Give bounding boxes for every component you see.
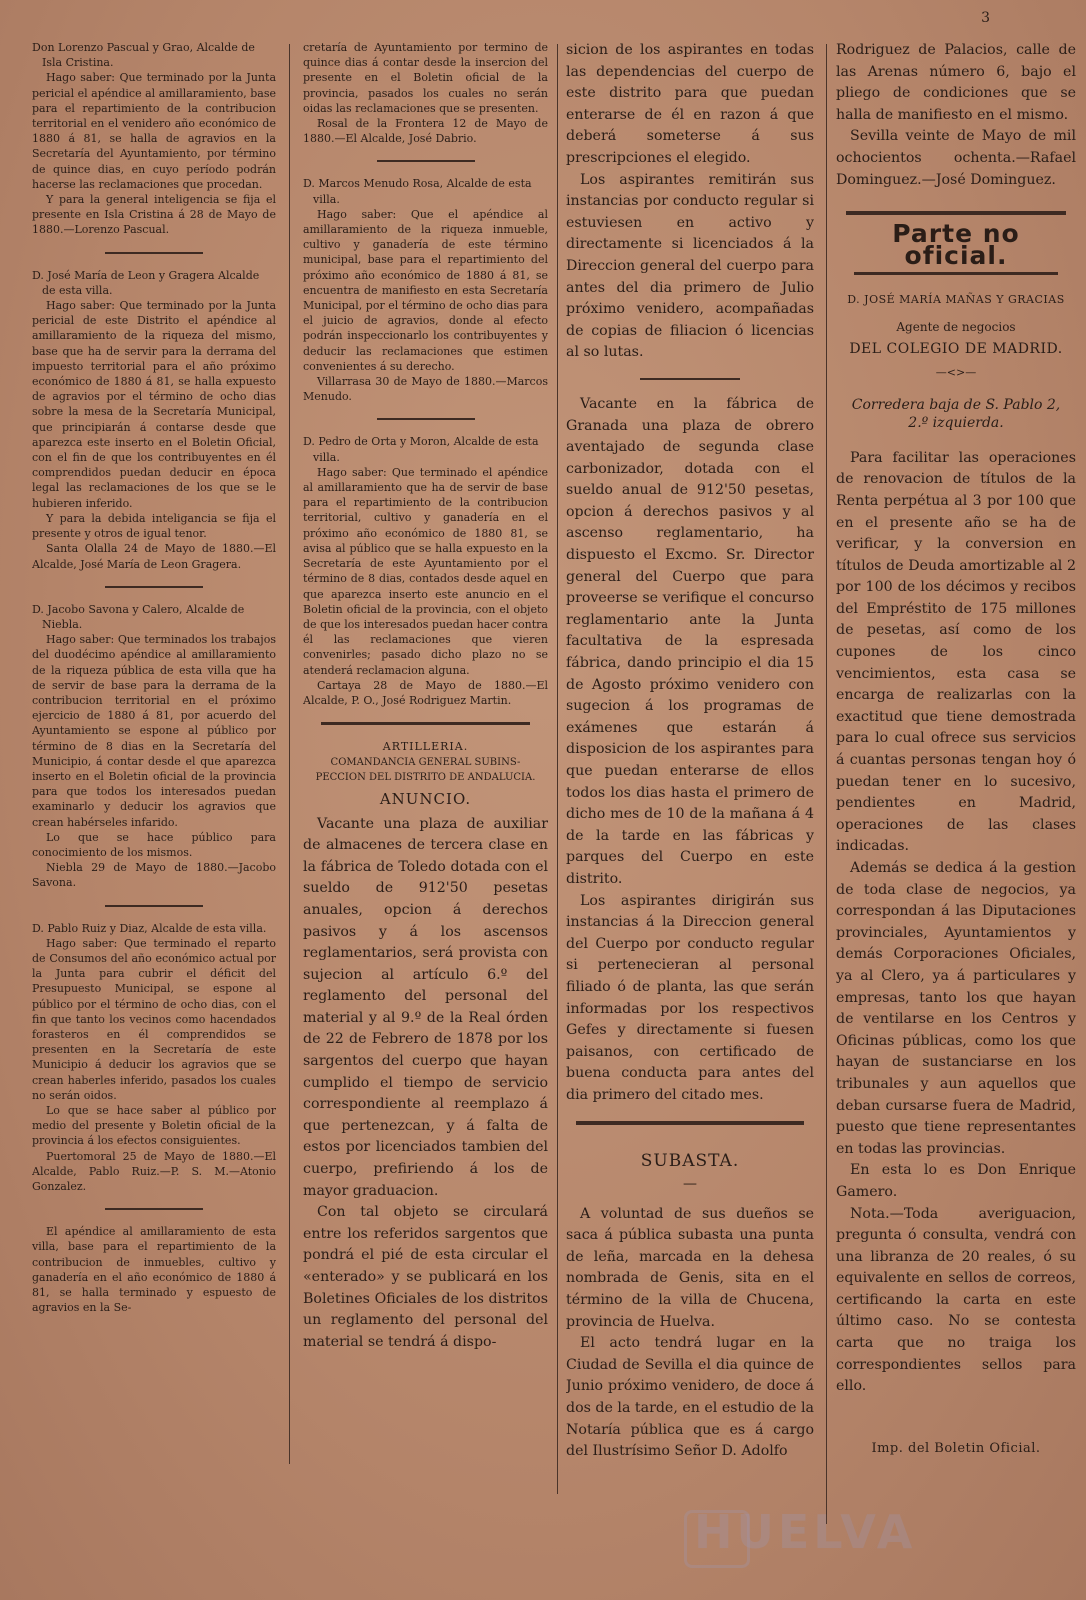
paragraph: El acto tendrá lugar en la Ciudad de Sevilla el dia quince de Junio próximo venidero, de doce á dos de la tarde, en el estudio de la Notaría pública que es á cargo del Ilustrísimo Señor D. Adolfo [566,1335,814,1460]
paragraph: Para facilitar las operaciones de renovacion de títulos de la Renta perpétua al 3 por 100 que en el presente año se ha de verificar, y la conversion en títulos de Deuda amortizable al 2 por 100 de los décimos y recibos del Empréstito de 175 millones de pesetas, así como de los cupones de los cinco vencimientos, esta casa se encarga de realizarlas con la exactitud que tiene demostrada para lo cual ofrece sus servicios á cuantas personas tengan hoy ó puedan tener en lo sucesivo, pendientes en Madrid, operaciones de las clases indicadas. [836,449,1076,855]
notice-entry [303,176,548,404]
anuncio-body [303,814,548,1354]
separator [377,418,475,420]
agent-address [836,396,1076,432]
notice-heading: D. Jacobo Savona y Calero, Alcalde de Niebla. [32,602,245,631]
paragraph: Puertomoral 25 de Mayo de 1880.—El Alcalde, Pablo Ruiz.—P. S. M.—Atonio Gonzalez. [32,1149,276,1194]
paragraph: Rosal de la Frontera 12 de Mayo de 1880.—El Alcalde, José Dabrio. [303,117,548,146]
notice-entry [303,434,548,708]
separator [640,378,739,380]
paragraph: Hago saber: Que el apéndice al amillaramiento de la riqueza inmueble, cultivo y ganadería de este término municipal, base para el repartimiento del próximo año económico de 1880 á 81, se encuentra de manifiesto en esta Secretaría Municipal, por el término de ocho dias para el juicio de agravios, donde al efecto podrán inspeccionarlo los contribuyentes y deducir las reclamaciones que estimen convenientes á su derecho. [303,207,548,373]
column-rule [826,44,827,1524]
separator [105,1208,203,1210]
paragraph: Hago saber: Que terminados los trabajos del duodécimo apéndice al amillaramiento de la riqueza pública de esta villa que ha de servir de base para la derrama de la contribucion territorial en el próximo ejercicio de 1880 á 81, por acuerdo del Ayuntamiento se espone al público por término de 8 dias en la Secretaría del Municipio, á contar desde el que aparezca inserto en el Boletin oficial de la provincia para que todos los interesados puedan examinarlo y deducir los agravios que crean habérseles infarido. [32,633,276,829]
address-line: Corredera baja de S. Pablo 2, [851,396,1061,413]
anuncio-title: ANUNCIO. [379,790,472,809]
paragraph: Villarrasa 30 de Mayo de 1880.—Marcos Menudo. [303,375,548,404]
paragraph: En esta lo es Don Enrique Gamero. [836,1162,1076,1200]
paragraph: Hago saber: Que terminado el apéndice al amillaramiento que ha de servir de base para el repartimiento de la contribucion territorial, cultivo y ganadería en el próximo año económico de 1880 81, se avisa al público que se halla expuesto en la Secretaría de este Ayuntamiento por el término de 8 dias, contados desde aquel en que aparezca inserto este anuncio en el Boletin oficial de la provincia, con el objeto de que los interesados puedan hacer contra él las reclamaciones que vieren convenirles; pasado dicho plazo no se atenderá reclamacion alguna. [303,465,548,677]
paragraph: Nota.—Toda averiguacion, pregunta ó consulta, vendrá con una libranza de 20 reales, ó su equivalente en sellos de correos, certificando la carta en este último caso. No se contesta carta que no traiga los correspondientes sellos para ello. [836,1205,1076,1395]
paragraph: Y para la general inteligencia se fija el presente en Isla Cristina á 28 de Mayo de 1880.—Lorenzo Pascual. [32,193,276,237]
parte-no-oficial-title: Parte no oficial. [892,219,1020,270]
notice-heading: D. Pablo Ruiz y Diaz, Alcalde de esta villa. [32,921,267,935]
paragraph: Niebla 29 de Mayo de 1880.—Jacobo Savona. [32,861,276,890]
agent-name: D. JOSÉ MARÍA MAÑAS Y GRACIAS [847,293,1065,307]
separator [105,905,203,907]
paragraph: Los aspirantes remitirán sus instancias por conducto regular si estuviesen en activo y directamente si licenciados á la Direccion general del cuerpo para antes del dia primero de Julio próximo venidero, acompañadas de copias de filiacion ó licencias al so lutas. [566,171,814,361]
paragraph: cretaría de Ayuntamiento por termino de quince dias á contar desde la insercion del presente en el Boletin oficial de la provincia, pasados los cuales no serán oidas las reclamaciones que se presenten. [303,41,548,115]
agent-organization: DEL COLEGIO DE MADRID. [849,340,1063,357]
subheading-comandancia: COMANDANCIA GENERAL SUBINS- [330,757,521,769]
paragraph: Con tal objeto se circulará entre los referidos sargentos que pondrá el pié de esta circular el «enterado» y se publicará en los Boletines Oficiales de los distritos un reglamento del personal del material se tendrá á dispo- [303,1204,548,1350]
paragraph: A voluntad de sus dueños se saca á pública subasta una punta de leña, marcada en la dehesa nombrada de Genis, sita en el término de la villa de Chucena, provincia de Huelva. [566,1205,814,1330]
paragraph: Hago saber: Que terminado por la Junta pericial de este Distrito el apéndice al amillaramiento de la riqueza del mismo, base que ha de servir para la derrama del impuesto territorial para el año próximo económico de 1880 á 81, se halla expuesto de agravios por el término de ocho dias sobre la mesa de la Secretaría Municipal, que principiarán á contarse desde que aparezca este inserto en el Boletin Oficial, con el fin de que los contribuyentes en él comprendidos puedan deducir en época legal las reclamaciones de los que se le hubieren inferido. [32,299,276,510]
notice-entry [32,268,276,572]
separator [105,252,203,254]
separator [321,722,529,725]
paragraph: Sevilla veinte de Mayo de mil ochocientos ochenta.—Rafael Dominguez.—José Dominguez. [836,128,1076,188]
notice-heading: D. José María de Leon y Gragera Alcalde de esta villa. [32,268,260,297]
paragraph: Santa Olalla 24 de Mayo de 1880.—El Alcalde, José María de Leon Gragera. [32,542,276,571]
notice-entry [32,602,276,891]
printer-imprint: Imp. del Boletin Oficial. [871,1440,1041,1456]
paragraph: Hago saber: Que terminado por la Junta pericial el apéndice al amillaramiento, base para el repartimiento de la contribucion territorial en el venidero año económico de 1880 á 81, se halla de agravios en la Secretaría del Ayuntamiento, por término de quince dias, en cuyo período podrán hacerse las reclamaciones que procedan. [32,71,276,191]
paragraph: Hago saber: Que terminado el reparto de Consumos del año económico actual por la Junta para cubrir el déficit del Presupuesto Municipal, se espone al público por el término de ocho dias, con el fin que tanto los vecinos como hacendados forasteros en él comprendidos se presenten en la Secretaría de este Municipio á deducir los agravios que se crean haberles inferido, pasados los cuales no serán oidos. [32,936,276,1102]
paragraph: Cartaya 28 de Mayo de 1880.—El Alcalde, P. O., José Rodriguez Martin. [303,678,548,707]
column-1 [32,40,276,1321]
paragraph: Además se dedica á la gestion de toda clase de negocios, ya correspondan á las Diputaciones provinciales, Ayuntamientos y demás Corporaciones Oficiales, ya al Clero, ya á particulares y empresas, tanto los que hayan de ventilarse en los Centros y Oficinas públicas, como los que hayan de sustanciarse en los tribunales y aun aquellos que deban cursarse fuera de Madrid, puesto que tiene representantes en todas las provincias. [836,860,1076,1157]
notice-heading: D. Pedro de Orta y Moron, Alcalde de esta villa. [303,435,539,464]
paragraph: Rodriguez de Palacios, calle de las Arenas número 6, bajo el pliego de condiciones que se halla de manifiesto en el mismo. [836,42,1076,123]
paragraph: Lo que se hace saber al público por medio del presente y Boletin oficial de la provincia á los efectos consiguientes. [32,1104,276,1148]
separator [854,272,1058,275]
notice-entry [32,1224,276,1315]
notice-subasta [566,1204,814,1463]
agent-advertisement [836,448,1076,1398]
agent-role: Agente de negocios [896,319,1016,334]
paragraph: El apéndice al amillaramiento de esta villa, base para el repartimiento de la contribucion de inmuebles, cultivo y ganadería en el año económico de 1880 á 81, se halla terminado y espuesto de agravios en la Se- [32,1225,276,1315]
notice-heading: D. Marcos Menudo Rosa, Alcalde de esta villa. [303,177,532,206]
notice-continuation [566,40,814,364]
notice-granada [566,394,814,1107]
paragraph: Los aspirantes dirigirán sus instancias á la Direccion general del Cuerpo por conducto regular si pertenecieran al personal filiado ó de planta, las que serán informadas por los respectivos Gefes y directamente si fuesen paisanos, con certificado de buena conducta para antes del dia primero del citado mes. [566,892,814,1103]
ornament: —<>— [935,366,977,380]
notice-entry [32,921,276,1195]
paragraph: Vacante en la fábrica de Granada una plaza de obrero aventajado de segunda clase carbonizador, dotada con el sueldo anual de 912'50 pesetas, opcion á derechos pasivos y al ascenso reglamentario, ha dispuesto el Excmo. Sr. Director general del Cuerpo que para proveerse se verifique el concurso reglamentario ante la Junta facultativa de la espresada fábrica, dando principio el dia 15 de Agosto próximo venidero con sugecion á los programas de exámenes que estarán á disposicion de los aspirantes para que puedan enterarse de ellos todos los dias hasta el primero de dicho mes de 10 de la mañana á 4 de la tarde en las fábricas y parques del Cuerpo en este distrito. [566,395,814,887]
subasta-title: SUBASTA. [640,1150,740,1171]
column-3 [566,40,814,1469]
page-number: 3 [981,10,990,26]
separator [846,211,1067,215]
paragraph: sicion de los aspirantes en todas las dependencias del cuerpo de este distrito para que puedan enterarse de él en razon á que deberá someterse á sus prescripciones el elegido. [566,42,814,166]
watermark: HUELVA [694,1505,917,1559]
separator [105,586,203,588]
notice-entry [32,40,276,238]
separator [377,160,475,162]
paragraph: Lo que se hace público para conocimiento de los mismos. [32,830,276,859]
separator [576,1121,804,1125]
notice-subasta-continuation [836,40,1076,191]
notice-entry [303,40,548,146]
column-rule [289,44,290,1464]
column-rule [557,44,558,1494]
address-line: 2.º izquierda. [908,414,1004,431]
title-dash: — [683,1176,697,1193]
column-2 [303,40,548,1359]
column-4 [836,40,1076,1459]
subheading-distrito: PECCION DEL DISTRITO DE ANDALUCIA. [315,772,536,784]
section-artilleria: ARTILLERIA. [382,740,469,754]
notice-heading: Don Lorenzo Pascual y Grao, Alcalde de Isla Cristina. [32,41,255,70]
paragraph: Vacante una plaza de auxiliar de almacenes de tercera clase en la fábrica de Toledo dotada con el sueldo de 912'50 pesetas anuales, opcion á derechos pasivos y á los ascensos reglamentarios, será provista con sujecion al artículo 6.º del reglamento del personal del material y al 9.º de la Real órden de 22 de Febrero de 1878 por los sargentos del cuerpo que hayan cumplido el tiempo de servicio correspondiente al reemplazo á que pertenezcan, y á falta de estos por licenciados tambien del cuerpo, prefiriendo á los de mayor graduacion. [303,815,548,1199]
paragraph: Y para la debida inteligancia se fija el presente y otros de igual tenor. [32,511,276,541]
